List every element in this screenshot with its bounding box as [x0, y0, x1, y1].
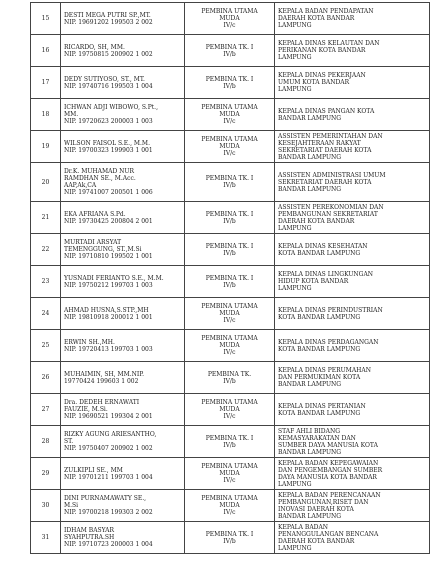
official-name-nip: [61, 202, 185, 234]
position-title-line: KEPALA DINAS PERINDUSTRIAN: [278, 306, 383, 314]
row-number: 21: [31, 202, 61, 234]
position-title: [275, 490, 430, 522]
official-name-nip-line: MM.: [64, 111, 79, 118]
position-title: [275, 426, 430, 458]
rank-grade-line: IV/c: [223, 477, 236, 484]
position-title-line: LAMPUNG: [278, 544, 312, 552]
rank-grade: [185, 394, 275, 426]
rank-grade: [185, 234, 275, 266]
row-number: 17: [31, 67, 61, 99]
official-name-nip-line: AAP,Ak,CA: [64, 182, 97, 189]
official-name-nip: [61, 362, 185, 394]
position-title-line: BANDAR LAMPUNG: [278, 381, 342, 388]
official-name-nip: [61, 266, 185, 298]
position-title: [275, 362, 430, 394]
position-title: [275, 163, 430, 202]
position-title-line: SEKRETARIAT DAERAH KOTA: [278, 178, 372, 186]
rank-grade-line: PEMBINA TK. I: [205, 210, 254, 218]
table-row: [31, 458, 430, 490]
position-title: [275, 202, 430, 234]
official-name-nip-line: Dr.K. MUHAMAD NUR: [64, 168, 135, 175]
rank-grade-line: PEMBINA TK. I: [205, 530, 254, 538]
official-name-nip-line: NIP. 19691202 199503 2 002: [64, 18, 153, 26]
rank-grade-line: IV/b: [223, 377, 236, 385]
position-title: [275, 394, 430, 426]
rank-grade-line: PEMBINA UTAMA: [201, 136, 258, 143]
row-number: 27: [31, 394, 61, 426]
official-name-nip: [61, 330, 185, 362]
rank-grade-line: MUDA: [219, 111, 240, 118]
position-title-line: BANDAR LAMPUNG: [278, 448, 342, 456]
position-title-line: DAERAH KOTA BANDAR: [278, 217, 355, 225]
row-number: 28: [31, 426, 61, 458]
table-row: [31, 35, 430, 67]
row-number: 29: [31, 458, 61, 490]
position-title-line: KOTA BANDAR LAMPUNG: [278, 249, 361, 257]
rank-grade-line: PEMBINA TK. I: [205, 434, 254, 442]
rank-grade-line: IV/b: [223, 82, 236, 90]
position-title-line: SUMBER DAYA MANUSIA KOTA: [278, 441, 378, 449]
official-name-nip-line: NIP. 19700218 199303 2 002: [64, 509, 153, 516]
official-name-nip: [61, 394, 185, 426]
position-title-line: UMUM KOTA BANDAR: [278, 79, 350, 86]
position-title-line: DAERAH KOTA BANDAR: [278, 15, 355, 22]
official-name-nip-line: SYAHPUTRA.SH: [64, 534, 115, 541]
rank-grade-line: IV/b: [223, 249, 236, 257]
position-title-line: ASSISTEN PEREKONOMIAN DAN: [278, 203, 384, 211]
rank-grade: [185, 490, 275, 522]
rank-grade-line: PEMBINA UTAMA: [201, 495, 258, 502]
position-title-line: KEPALA DINAS PANGAN KOTA: [278, 107, 375, 115]
table-row: [31, 202, 430, 234]
rank-grade: [185, 298, 275, 330]
official-name-nip-line: DINI PURNAMAWATY SE.,: [64, 495, 147, 502]
position-title-line: KEPALA DINAS PERDAGANGAN: [278, 338, 379, 346]
table-row: [31, 394, 430, 426]
official-name-nip: [61, 131, 185, 163]
position-title-line: SEKRETARIAT DAERAH KOTA: [278, 146, 372, 154]
official-name-nip-line: NIP. 19720623 200003 1 003: [64, 118, 153, 125]
official-name-nip: [61, 234, 185, 266]
rank-grade: [185, 202, 275, 234]
position-title: [275, 35, 430, 67]
rank-grade: [185, 131, 275, 163]
official-name-nip-line: ERWIN SH.,MH.: [64, 338, 115, 346]
rank-grade-line: PEMBINA UTAMA: [201, 303, 258, 310]
row-number: 19: [31, 131, 61, 163]
rank-grade-line: MUDA: [219, 15, 240, 22]
official-name-nip-line: RICARDO, SH, MM.: [64, 43, 125, 51]
rank-grade: [185, 35, 275, 67]
official-name-nip-line: IDHAM BASYAR: [64, 527, 114, 534]
rank-grade: [185, 362, 275, 394]
official-name-nip-line: DEDY SUTIYOSO, ST., MT.: [64, 75, 145, 83]
official-name-nip-line: NIP. 19741007 200501 1 006: [64, 189, 153, 196]
position-title-line: KEPALA DINAS LINGKUNGAN: [278, 271, 374, 278]
official-name-nip-line: NIP. 19750212 199703 1 003: [64, 281, 153, 289]
position-title-line: KEPALA DINAS KESEHATAN: [278, 242, 368, 250]
table-row: [31, 298, 430, 330]
official-name-nip-line: NIP. 19720413 199703 1 003: [64, 345, 153, 353]
official-name-nip-line: TEMENGGUNG, ST.,M.Si: [64, 246, 142, 253]
row-number: 18: [31, 99, 61, 131]
official-name-nip-line: NIP. 19810918 200012 1 001: [64, 313, 153, 321]
rank-grade-line: IV/c: [223, 349, 236, 356]
rank-grade-line: IV/b: [223, 217, 236, 225]
table-body: [31, 3, 430, 554]
position-title-line: BANDAR LAMPUNG: [278, 153, 342, 161]
official-name-nip: [61, 458, 185, 490]
rank-grade-line: IV/c: [223, 22, 236, 29]
position-title: [275, 131, 430, 163]
position-title-line: ASSISTEN ADMINISTRASI UMUM: [278, 171, 386, 179]
rank-grade-line: PEMBINA UTAMA: [201, 104, 258, 111]
table-row: [31, 67, 430, 99]
position-title: [275, 234, 430, 266]
official-name-nip-line: NIP. 19701211 199703 1 004: [64, 473, 153, 481]
rank-grade: [185, 266, 275, 298]
position-title-line: DAN PERMUKIMAN KOTA: [278, 374, 361, 381]
rank-grade-line: PEMBINA TK. I: [205, 43, 254, 51]
row-number: 16: [31, 35, 61, 67]
position-title-line: KOTA BANDAR LAMPUNG: [278, 313, 361, 321]
rank-grade-line: IV/c: [223, 118, 236, 125]
position-title-line: INOVASI DAERAH KOTA: [278, 505, 354, 513]
official-name-nip-line: M.Si: [64, 502, 79, 509]
official-name-nip: [61, 67, 185, 99]
official-name-nip-line: NIP. 19740716 199503 1 004: [64, 82, 153, 90]
table-row: [31, 522, 430, 554]
official-name-nip-line: AHMAD HUSNA,S.STP.,MH: [64, 306, 149, 314]
rank-grade-line: IV/b: [223, 182, 236, 189]
rank-grade-line: IV/c: [223, 509, 236, 516]
position-title-line: PEMBANGUNAN SEKRETARIAT: [278, 210, 378, 218]
official-name-nip-line: NIP. 19730425 200804 2 001: [64, 217, 153, 225]
official-name-nip-line: NIP. 19710810 199502 1 001: [64, 253, 153, 260]
official-name-nip-line: WILSON FAISOL S.E., M.M.: [64, 139, 150, 147]
position-title-line: PERIKANAN KOTA BANDAR: [278, 47, 366, 54]
row-number: 26: [31, 362, 61, 394]
position-title-line: DAYA MANUSIA KOTA BANDAR: [278, 473, 377, 481]
official-name-nip: [61, 35, 185, 67]
table-row: [31, 330, 430, 362]
table-row: [31, 362, 430, 394]
position-title-line: LAMPUNG: [278, 285, 312, 292]
position-title-line: ASSISTEN PEMERINTAHAN DAN: [278, 132, 383, 140]
rank-grade-line: IV/b: [223, 50, 236, 58]
row-number: 31: [31, 522, 61, 554]
rank-grade-line: MUDA: [219, 310, 240, 317]
position-title-line: LAMPUNG: [278, 86, 312, 93]
rank-grade-line: IV/c: [223, 317, 236, 324]
rank-grade-line: IV/b: [223, 537, 236, 545]
row-number: 24: [31, 298, 61, 330]
official-name-nip-line: RAMDHAN SE., M.Acc.: [64, 175, 136, 182]
official-name-nip-line: EKA AFRIANA S.Pd.: [64, 210, 126, 218]
rank-grade-line: MUDA: [219, 342, 240, 349]
position-title-line: KEPALA DINAS PERUMAHAN: [278, 367, 371, 374]
position-title-line: KEPALA DINAS KELAUTAN DAN: [278, 40, 380, 47]
row-number: 20: [31, 163, 61, 202]
official-name-nip-line: Dra. DEDEH ERNAWATI: [64, 399, 140, 406]
position-title: [275, 330, 430, 362]
position-title-line: KEMASYARAKATAN DAN: [278, 434, 356, 442]
official-name-nip-line: FAUZIE, M.Si.: [64, 406, 108, 413]
rank-grade-line: IV/c: [223, 150, 236, 157]
rank-grade-line: PEMBINA TK.: [207, 370, 252, 378]
table-row: [31, 426, 430, 458]
position-title: [275, 3, 430, 35]
position-title-line: DAERAH KOTA BANDAR: [278, 537, 355, 545]
position-title: [275, 458, 430, 490]
rank-grade: [185, 426, 275, 458]
position-title-line: KEPALA BADAN KEPEGAWAIAN: [278, 459, 379, 467]
official-name-nip-line: ZULKIPLI SE., MM: [64, 466, 123, 474]
table-row: [31, 490, 430, 522]
row-number: 23: [31, 266, 61, 298]
official-name-nip-line: 19770424 199603 1 002: [64, 377, 139, 385]
position-title-line: BANDAR LAMPUNG: [278, 185, 342, 193]
row-number: 25: [31, 330, 61, 362]
position-title-line: KEPALA DINAS PEKERJAAN: [278, 72, 366, 79]
rank-grade-line: PEMBINA UTAMA: [201, 8, 258, 15]
official-name-nip-line: MURTADI ARSYAT: [64, 239, 122, 246]
official-name-nip: [61, 99, 185, 131]
position-title-line: LAMPUNG: [278, 54, 312, 61]
table-row: [31, 266, 430, 298]
row-number: 22: [31, 234, 61, 266]
position-title-line: KEPALA DINAS PERTANIAN: [278, 402, 366, 410]
rank-grade-line: MUDA: [219, 143, 240, 150]
position-title-line: PENANGGULANGAN BENCANA: [278, 530, 379, 538]
rank-grade-line: IV/b: [223, 441, 236, 449]
rank-grade-line: MUDA: [219, 502, 240, 509]
rank-grade-line: PEMBINA UTAMA: [201, 335, 258, 342]
rank-grade-line: PEMBINA UTAMA: [201, 463, 258, 470]
position-title: [275, 67, 430, 99]
rank-grade: [185, 163, 275, 202]
position-title-line: KOTA BANDAR LAMPUNG: [278, 345, 361, 353]
rank-grade-line: PEMBINA TK. I: [205, 274, 254, 282]
official-positions-table: [30, 2, 430, 554]
position-title-line: LAMPUNG: [278, 22, 312, 29]
row-number: 15: [31, 3, 61, 35]
official-name-nip-line: RIZKY AGUNG ARIESANTHO,: [64, 431, 157, 438]
position-title-line: LAMPUNG: [278, 480, 312, 488]
position-title-line: STAF AHLI BIDANG: [278, 427, 340, 435]
position-title-line: BANDAR LAMPUNG: [278, 114, 342, 122]
official-name-nip-line: MUHAIMIN, SH, MM.NIP.: [64, 370, 145, 378]
rank-grade-line: PEMBINA TK. I: [205, 175, 254, 182]
official-name-nip-line: NIP. 19690521 199304 2 001: [64, 413, 153, 420]
rank-grade-line: PEMBINA UTAMA: [201, 399, 258, 406]
position-title: [275, 99, 430, 131]
table-row: [31, 131, 430, 163]
rank-grade: [185, 99, 275, 131]
row-number: 30: [31, 490, 61, 522]
official-name-nip: [61, 490, 185, 522]
position-title: [275, 266, 430, 298]
rank-grade-line: PEMBINA TK. I: [205, 75, 254, 83]
position-title: [275, 298, 430, 330]
position-title-line: KOTA BANDAR LAMPUNG: [278, 409, 361, 417]
position-title-line: KEPALA BADAN PENDAPATAN: [278, 8, 374, 15]
official-name-nip: [61, 426, 185, 458]
position-title-line: LAMPUNG: [278, 224, 312, 232]
official-name-nip-line: YUSNADI FERIANTO S.E., M.M.: [64, 274, 164, 282]
position-title-line: KEPALA BADAN: [278, 523, 329, 531]
table-row: [31, 99, 430, 131]
official-name-nip-line: NIP. 19750815 200902 1 002: [64, 50, 153, 58]
rank-grade-line: MUDA: [219, 406, 240, 413]
rank-grade-line: PEMBINA TK. I: [205, 242, 254, 250]
rank-grade: [185, 458, 275, 490]
position-title-line: PEMBANGUNAN,RISET DAN: [278, 498, 369, 506]
official-name-nip-line: DESTI MEGA PUTRI SP.,MT.: [64, 11, 151, 19]
rank-grade-line: IV/b: [223, 281, 236, 289]
official-name-nip-line: NIP. 19710723 200003 1 004: [64, 541, 153, 548]
position-title-line: KEPALA BADAN PERENCANAAN: [278, 491, 381, 499]
position-title-line: KESEJAHTERAAN RAKYAT: [278, 139, 361, 147]
rank-grade: [185, 522, 275, 554]
official-name-nip: [61, 522, 185, 554]
official-name-nip-line: ST.: [64, 438, 74, 445]
rank-grade-line: IV/c: [223, 413, 236, 420]
official-name-nip-line: NIP. 19750407 200902 1 002: [64, 445, 153, 452]
official-name-nip: [61, 163, 185, 202]
rank-grade: [185, 67, 275, 99]
table-row: [31, 234, 430, 266]
official-name-nip-line: ICHWAN ADJI WIBOWO, S.Pt.,: [64, 104, 158, 111]
position-title-line: BANDAR LAMPUNG: [278, 512, 342, 520]
official-name-nip-line: NIP. 19700323 199903 1 001: [64, 146, 153, 154]
rank-grade: [185, 330, 275, 362]
position-title: [275, 522, 430, 554]
position-title-line: DAN PENGEMBANGAN SUMBER: [278, 466, 383, 474]
official-name-nip: [61, 298, 185, 330]
official-name-nip: [61, 3, 185, 35]
rank-grade: [185, 3, 275, 35]
table-row: [31, 3, 430, 35]
rank-grade-line: MUDA: [219, 470, 240, 477]
position-title-line: HIDUP KOTA BANDAR: [278, 278, 349, 285]
table-row: [31, 163, 430, 202]
